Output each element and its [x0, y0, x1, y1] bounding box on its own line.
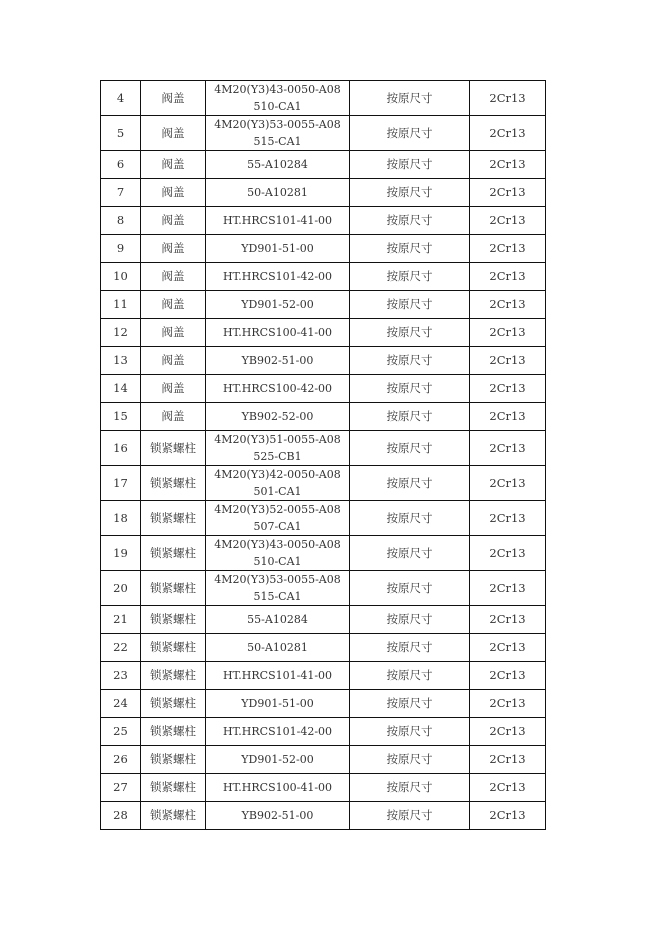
row-number-cell: 12	[101, 319, 141, 347]
material-cell: 2Cr13	[470, 662, 546, 690]
material-cell: 2Cr13	[470, 151, 546, 179]
part-name-cell: 阀盖	[141, 319, 206, 347]
material-cell: 2Cr13	[470, 179, 546, 207]
table-row	[101, 501, 546, 536]
part-name-cell: 阀盖	[141, 375, 206, 403]
dimension-spec-cell: 按原尺寸	[350, 319, 470, 347]
part-code-cell: HT.HRCS100-41-00	[206, 319, 350, 347]
table-row	[101, 536, 546, 571]
table-row	[101, 151, 546, 179]
table-row	[101, 291, 546, 319]
dimension-spec-cell: 按原尺寸	[350, 375, 470, 403]
row-number-cell: 15	[101, 403, 141, 431]
part-code-cell: 4M20(Y3)42-0050-A08 501-CA1	[206, 466, 350, 501]
table-row	[101, 690, 546, 718]
part-name-cell: 锁紧螺柱	[141, 718, 206, 746]
part-name-cell: 锁紧螺柱	[141, 466, 206, 501]
part-code-cell: 55-A10284	[206, 606, 350, 634]
part-code-cell: YB902-52-00	[206, 403, 350, 431]
part-name-cell: 阀盖	[141, 207, 206, 235]
material-cell: 2Cr13	[470, 235, 546, 263]
material-cell: 2Cr13	[470, 263, 546, 291]
part-code-cell: 4M20(Y3)53-0055-A08 515-CA1	[206, 571, 350, 606]
material-cell: 2Cr13	[470, 606, 546, 634]
row-number-cell: 28	[101, 802, 141, 830]
material-cell: 2Cr13	[470, 746, 546, 774]
part-name-cell: 锁紧螺柱	[141, 634, 206, 662]
table-row	[101, 718, 546, 746]
table-row	[101, 207, 546, 235]
dimension-spec-cell: 按原尺寸	[350, 466, 470, 501]
part-code-cell: 4M20(Y3)51-0055-A08 525-CB1	[206, 431, 350, 466]
table-row	[101, 116, 546, 151]
table-row	[101, 179, 546, 207]
row-number-cell: 22	[101, 634, 141, 662]
table-row	[101, 319, 546, 347]
row-number-cell: 10	[101, 263, 141, 291]
material-cell: 2Cr13	[470, 207, 546, 235]
material-cell: 2Cr13	[470, 431, 546, 466]
part-code-cell: 4M20(Y3)53-0055-A08 515-CA1	[206, 116, 350, 151]
dimension-spec-cell: 按原尺寸	[350, 606, 470, 634]
material-cell: 2Cr13	[470, 802, 546, 830]
row-number-cell: 20	[101, 571, 141, 606]
dimension-spec-cell: 按原尺寸	[350, 179, 470, 207]
part-name-cell: 锁紧螺柱	[141, 536, 206, 571]
table-row	[101, 263, 546, 291]
part-code-cell: HT.HRCS101-42-00	[206, 263, 350, 291]
table-row	[101, 466, 546, 501]
part-name-cell: 阀盖	[141, 347, 206, 375]
row-number-cell: 6	[101, 151, 141, 179]
row-number-cell: 19	[101, 536, 141, 571]
row-number-cell: 23	[101, 662, 141, 690]
table-row	[101, 403, 546, 431]
part-name-cell: 锁紧螺柱	[141, 746, 206, 774]
material-cell: 2Cr13	[470, 375, 546, 403]
table-row	[101, 746, 546, 774]
table-row	[101, 662, 546, 690]
dimension-spec-cell: 按原尺寸	[350, 634, 470, 662]
table-row	[101, 431, 546, 466]
part-code-cell: YD901-51-00	[206, 235, 350, 263]
material-cell: 2Cr13	[470, 774, 546, 802]
part-name-cell: 阀盖	[141, 235, 206, 263]
table-row	[101, 802, 546, 830]
material-cell: 2Cr13	[470, 116, 546, 151]
material-cell: 2Cr13	[470, 403, 546, 431]
row-number-cell: 4	[101, 81, 141, 116]
dimension-spec-cell: 按原尺寸	[350, 536, 470, 571]
material-cell: 2Cr13	[470, 634, 546, 662]
table-row	[101, 235, 546, 263]
part-name-cell: 阀盖	[141, 263, 206, 291]
row-number-cell: 9	[101, 235, 141, 263]
dimension-spec-cell: 按原尺寸	[350, 431, 470, 466]
part-name-cell: 锁紧螺柱	[141, 606, 206, 634]
row-number-cell: 21	[101, 606, 141, 634]
row-number-cell: 13	[101, 347, 141, 375]
dimension-spec-cell: 按原尺寸	[350, 662, 470, 690]
part-code-cell: YB902-51-00	[206, 802, 350, 830]
row-number-cell: 11	[101, 291, 141, 319]
dimension-spec-cell: 按原尺寸	[350, 718, 470, 746]
row-number-cell: 27	[101, 774, 141, 802]
dimension-spec-cell: 按原尺寸	[350, 151, 470, 179]
part-code-cell: YB902-51-00	[206, 347, 350, 375]
row-number-cell: 18	[101, 501, 141, 536]
table-row	[101, 347, 546, 375]
material-cell: 2Cr13	[470, 690, 546, 718]
row-number-cell: 8	[101, 207, 141, 235]
dimension-spec-cell: 按原尺寸	[350, 347, 470, 375]
part-code-cell: 4M20(Y3)43-0050-A08 510-CA1	[206, 536, 350, 571]
dimension-spec-cell: 按原尺寸	[350, 116, 470, 151]
part-code-cell: 50-A10281	[206, 179, 350, 207]
table-row	[101, 571, 546, 606]
parts-table	[100, 80, 546, 830]
part-name-cell: 锁紧螺柱	[141, 690, 206, 718]
dimension-spec-cell: 按原尺寸	[350, 774, 470, 802]
part-name-cell: 锁紧螺柱	[141, 501, 206, 536]
part-code-cell: HT.HRCS100-42-00	[206, 375, 350, 403]
dimension-spec-cell: 按原尺寸	[350, 690, 470, 718]
part-code-cell: 4M20(Y3)52-0055-A08 507-CA1	[206, 501, 350, 536]
part-code-cell: HT.HRCS101-41-00	[206, 662, 350, 690]
part-code-cell: HT.HRCS101-42-00	[206, 718, 350, 746]
row-number-cell: 26	[101, 746, 141, 774]
dimension-spec-cell: 按原尺寸	[350, 81, 470, 116]
part-name-cell: 阀盖	[141, 151, 206, 179]
part-code-cell: HT.HRCS100-41-00	[206, 774, 350, 802]
part-name-cell: 阀盖	[141, 291, 206, 319]
part-name-cell: 阀盖	[141, 179, 206, 207]
table-row	[101, 634, 546, 662]
row-number-cell: 5	[101, 116, 141, 151]
material-cell: 2Cr13	[470, 501, 546, 536]
parts-table-body	[101, 81, 546, 830]
part-code-cell: YD901-52-00	[206, 291, 350, 319]
row-number-cell: 16	[101, 431, 141, 466]
material-cell: 2Cr13	[470, 536, 546, 571]
table-row	[101, 774, 546, 802]
row-number-cell: 14	[101, 375, 141, 403]
part-code-cell: 55-A10284	[206, 151, 350, 179]
material-cell: 2Cr13	[470, 81, 546, 116]
material-cell: 2Cr13	[470, 571, 546, 606]
part-name-cell: 锁紧螺柱	[141, 431, 206, 466]
dimension-spec-cell: 按原尺寸	[350, 746, 470, 774]
table-row	[101, 375, 546, 403]
table-row	[101, 606, 546, 634]
row-number-cell: 7	[101, 179, 141, 207]
part-name-cell: 阀盖	[141, 403, 206, 431]
part-code-cell: 4M20(Y3)43-0050-A08 510-CA1	[206, 81, 350, 116]
material-cell: 2Cr13	[470, 347, 546, 375]
part-code-cell: HT.HRCS101-41-00	[206, 207, 350, 235]
dimension-spec-cell: 按原尺寸	[350, 571, 470, 606]
part-code-cell: YD901-51-00	[206, 690, 350, 718]
dimension-spec-cell: 按原尺寸	[350, 263, 470, 291]
part-code-cell: YD901-52-00	[206, 746, 350, 774]
material-cell: 2Cr13	[470, 319, 546, 347]
table-row	[101, 81, 546, 116]
dimension-spec-cell: 按原尺寸	[350, 501, 470, 536]
dimension-spec-cell: 按原尺寸	[350, 291, 470, 319]
material-cell: 2Cr13	[470, 718, 546, 746]
part-name-cell: 锁紧螺柱	[141, 571, 206, 606]
part-code-cell: 50-A10281	[206, 634, 350, 662]
dimension-spec-cell: 按原尺寸	[350, 802, 470, 830]
material-cell: 2Cr13	[470, 466, 546, 501]
row-number-cell: 25	[101, 718, 141, 746]
row-number-cell: 17	[101, 466, 141, 501]
part-name-cell: 阀盖	[141, 81, 206, 116]
dimension-spec-cell: 按原尺寸	[350, 235, 470, 263]
dimension-spec-cell: 按原尺寸	[350, 403, 470, 431]
row-number-cell: 24	[101, 690, 141, 718]
part-name-cell: 锁紧螺柱	[141, 774, 206, 802]
part-name-cell: 阀盖	[141, 116, 206, 151]
part-name-cell: 锁紧螺柱	[141, 662, 206, 690]
dimension-spec-cell: 按原尺寸	[350, 207, 470, 235]
material-cell: 2Cr13	[470, 291, 546, 319]
part-name-cell: 锁紧螺柱	[141, 802, 206, 830]
